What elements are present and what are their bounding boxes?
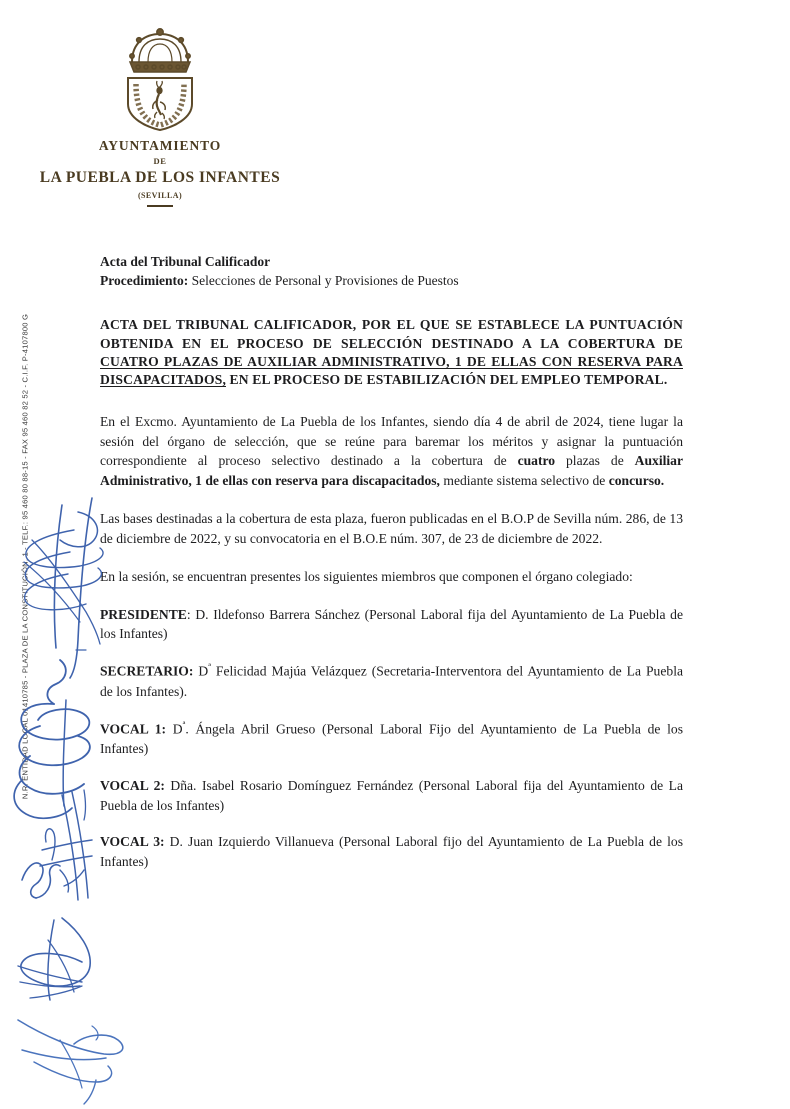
member-name: D. Ildefonso Barrera Sánchez (Personal Laboral fija del Ayuntamiento de La Puebla de los Infantes) xyxy=(100,606,683,642)
procedimiento-value: Selecciones de Personal y Provisiones de Puestos xyxy=(188,273,459,289)
document-subheader xyxy=(100,252,683,290)
document-body xyxy=(100,252,683,889)
letterhead-line-de: DE xyxy=(153,155,167,166)
procedimiento-line xyxy=(100,271,683,290)
member-separator xyxy=(166,721,173,736)
letterhead-line-ayuntamiento: AYUNTAMIENTO xyxy=(98,138,222,153)
member-role-label: VOCAL 3: xyxy=(100,834,165,850)
member-name-prefix: D xyxy=(198,663,209,679)
paragraph-publication-references: Las bases destinadas a la cobertura de esta plaza, fueron publicadas en el B.O.P de Sevilla núm. 286, de 13 de diciembre de 2022, y su convocatoria en el B.O.E núm. 307, de 23 de diciembre de 2022. xyxy=(100,511,683,546)
p1-text-e: mediante sistema selectivo de xyxy=(439,473,609,489)
member-vocal-3 xyxy=(100,832,683,872)
member-role-label: VOCAL 2: xyxy=(100,777,165,793)
member-presidente xyxy=(100,605,683,645)
member-name-prefix: D xyxy=(172,721,183,737)
member-name: Felicidad Majúa Velázquez (Secretaria-Interventora del Ayuntamiento de La Puebla de los Infantes). xyxy=(100,663,683,699)
member-role-label: SECRETARIO: xyxy=(100,663,194,679)
coat-of-arms-crest-icon xyxy=(112,26,208,132)
procedimiento-label: Procedimiento: xyxy=(100,273,189,289)
title-part-1: ACTA DEL TRIBUNAL CALIFICADOR, POR EL QUE SE ESTABLECE LA PUNTUACIÓN OBTENIDA EN EL PROCESO DE SELECCIÓN DESTINADO A LA COBERTURA DE xyxy=(100,317,683,351)
paragraph-attendees-intro: En la sesión, se encuentran presentes los siguientes miembros que componen el órgano colegiado: xyxy=(100,568,633,584)
member-vocal-2 xyxy=(100,776,683,816)
member-name: D. Juan Izquierdo Villanueva (Personal Laboral fijo del Ayuntamiento de La Puebla de los Infantes) xyxy=(100,834,683,870)
letterhead-line-municipality: LA PUEBLA DE LOS INFANTES xyxy=(39,169,281,187)
p1-text-c: plazas de xyxy=(555,453,635,469)
member-vocal-1 xyxy=(100,719,683,759)
member-name: . Ángela Abril Grueso (Personal Laboral Fijo del Ayuntamiento de La Puebla de los Infantes) xyxy=(100,721,683,756)
letterhead xyxy=(0,26,320,207)
p1-text-d: Auxiliar Administrativo, 1 de ellas con reserva para discapacitados, xyxy=(100,453,683,489)
member-name-superscript: ª xyxy=(208,662,211,674)
page-title xyxy=(100,316,683,389)
letterhead-line-province: (SEVILLA) xyxy=(137,191,183,201)
member-role-label: PRESIDENTE xyxy=(100,606,187,622)
member-role-label: VOCAL 1: xyxy=(100,721,167,737)
paragraph-session-details xyxy=(100,412,683,491)
entity-registry-legal-text: N.R. ENTIDAD LOCAL 01410785 - PLAZA DE LA CONSTITUCIÓN, 1 - TELF.: 95 460 80 88-15 - FAX 95 460 82 52 - C.I.F. P-4107800 G xyxy=(20,313,30,800)
title-underlined-part: CUATRO PLAZAS DE AUXILIAR ADMINISTRATIVO, 1 DE ELLAS CON RESERVA PARA DISCAPACITADOS, xyxy=(100,354,683,388)
p1-text-b: cuatro xyxy=(517,453,556,469)
acta-label: Acta del Tribunal Calificador xyxy=(100,254,271,269)
p1-text-f: concurso. xyxy=(608,473,665,489)
member-separator: : xyxy=(186,606,196,622)
member-name-superscript: ª xyxy=(182,719,186,731)
member-secretario xyxy=(100,661,683,701)
title-part-2: EN EL PROCESO DE ESTABILIZACIÓN DEL EMPLEO TEMPORAL. xyxy=(226,372,668,388)
letterhead-divider-rule xyxy=(147,205,173,207)
member-name: Dña. Isabel Rosario Domínguez Fernández (Personal Laboral fija del Ayuntamiento de La Puebla de los Infantes) xyxy=(100,777,683,813)
p1-text-a: En el Excmo. Ayuntamiento de La Puebla de los Infantes, siendo día 4 de abril de 2024, tiene lugar la sesión del órgano de selección, que se reúne para baremar los méritos y asignar la puntuación correspondiente al proceso selectivo destinado a la cobertura de xyxy=(100,413,683,469)
